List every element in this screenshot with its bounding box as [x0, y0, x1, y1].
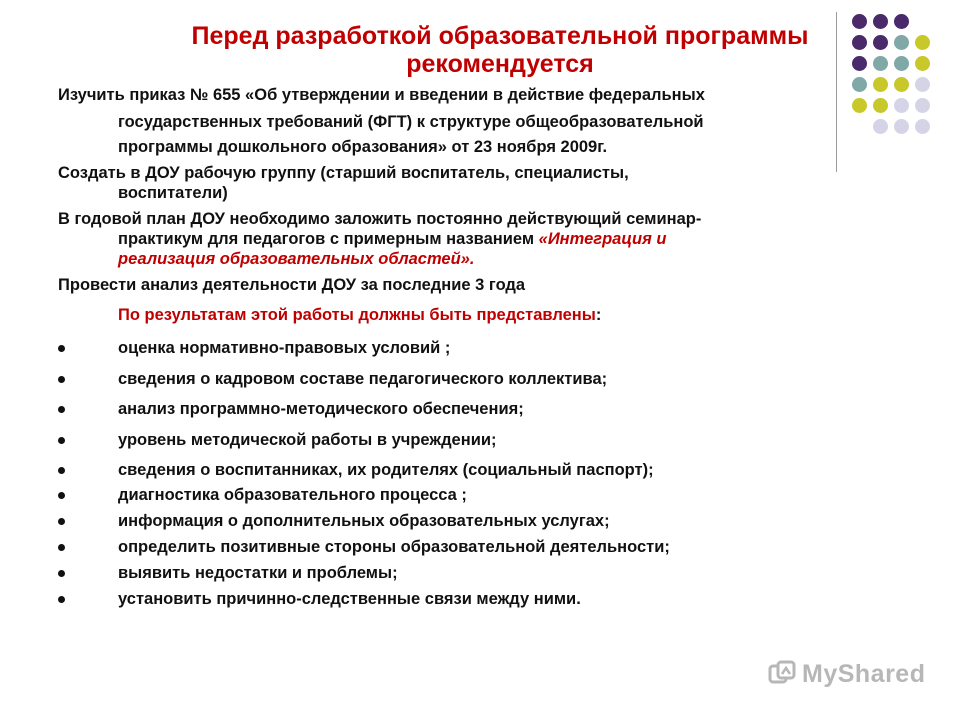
paragraph-analysis: Провести анализ деятельности ДОУ за последние 3 года: [58, 276, 526, 294]
paragraph-working-group-line-1: Создать в ДОУ рабочую группу (старший воспитатель, специалисты,: [58, 164, 629, 182]
paragraph-working-group-line-2: воспитатели): [118, 184, 228, 202]
bullet-dot: [58, 596, 65, 603]
paragraph-seminar-line-2: [118, 228, 666, 250]
decor-dot: [894, 35, 909, 50]
slide-title-line-1: Перед разработкой образовательной программы: [191, 22, 809, 50]
bullet-dot: [58, 518, 65, 525]
results-heading: [118, 304, 601, 326]
bullet-dot: [58, 376, 65, 383]
decor-dot: [873, 119, 888, 134]
myshared-logo-icon: [768, 660, 796, 688]
myshared-watermark: [768, 658, 938, 694]
bullet-dot: [58, 437, 65, 444]
bullet-dot: [58, 467, 65, 474]
decor-dot: [894, 119, 909, 134]
seminar-title-part-1: «Интеграция и: [538, 230, 667, 248]
list-item: сведения о кадровом составе педагогического коллектива;: [118, 370, 608, 388]
paragraph-seminar-text: практикум для педагогов с примерным названием: [118, 230, 539, 248]
paragraph-order-line-2: государственных требований (ФГТ) к структуре общеобразовательной: [118, 113, 704, 131]
decor-dot: [852, 14, 867, 29]
decor-dot: [852, 35, 867, 50]
decor-dot: [894, 77, 909, 92]
list-item: выявить недостатки и проблемы;: [118, 564, 398, 582]
decor-dot: [915, 98, 930, 113]
decor-dot: [894, 98, 909, 113]
decor-dot: [873, 98, 888, 113]
list-item: оценка нормативно-правовых условий ;: [118, 339, 451, 357]
seminar-title-part-2: реализация образовательных областей».: [118, 250, 475, 268]
paragraph-seminar-line-1: В годовой план ДОУ необходимо заложить постоянно действующий семинар-: [58, 210, 702, 228]
bullet-dot: [58, 570, 65, 577]
bullet-dot: [58, 492, 65, 499]
decor-dot: [873, 77, 888, 92]
decor-dot: [873, 35, 888, 50]
decor-dot: [873, 14, 888, 29]
list-item: определить позитивные стороны образовательной деятельности;: [118, 538, 670, 556]
decor-dot: [894, 56, 909, 71]
decor-dot: [852, 56, 867, 71]
slide-title-line-2: рекомендуется: [406, 50, 594, 78]
decor-dot: [852, 77, 867, 92]
list-item: анализ программно-методического обеспечения;: [118, 400, 524, 418]
decor-dot: [894, 14, 909, 29]
decor-dot: [915, 56, 930, 71]
list-item: установить причинно-следственные связи между ними.: [118, 590, 581, 608]
results-heading-text: По результатам этой работы должны быть представлены: [118, 306, 596, 324]
bullet-dot: [58, 544, 65, 551]
list-item: сведения о воспитанниках, их родителях (социальный паспорт);: [118, 461, 654, 479]
paragraph-order-line-1: Изучить приказ № 655 «Об утверждении и введении в действие федеральных: [58, 86, 705, 104]
paragraph-order-line-3: программы дошкольного образования» от 23 ноября 2009г.: [118, 138, 608, 156]
results-heading-colon: :: [595, 306, 602, 324]
bullet-dot: [58, 345, 65, 352]
decor-dot: [873, 56, 888, 71]
list-item: информация о дополнительных образовательных услугах;: [118, 512, 610, 530]
decor-dot: [915, 77, 930, 92]
decor-dot: [915, 119, 930, 134]
decor-dot-grid: [848, 10, 952, 150]
decor-vertical-line: [836, 12, 837, 172]
decor-dot: [915, 35, 930, 50]
bullet-dot: [58, 406, 65, 413]
list-item: диагностика образовательного процесса ;: [118, 486, 467, 504]
watermark-text: MyShared: [802, 660, 926, 688]
list-item: уровень методической работы в учреждении;: [118, 431, 497, 449]
decor-dot: [852, 98, 867, 113]
